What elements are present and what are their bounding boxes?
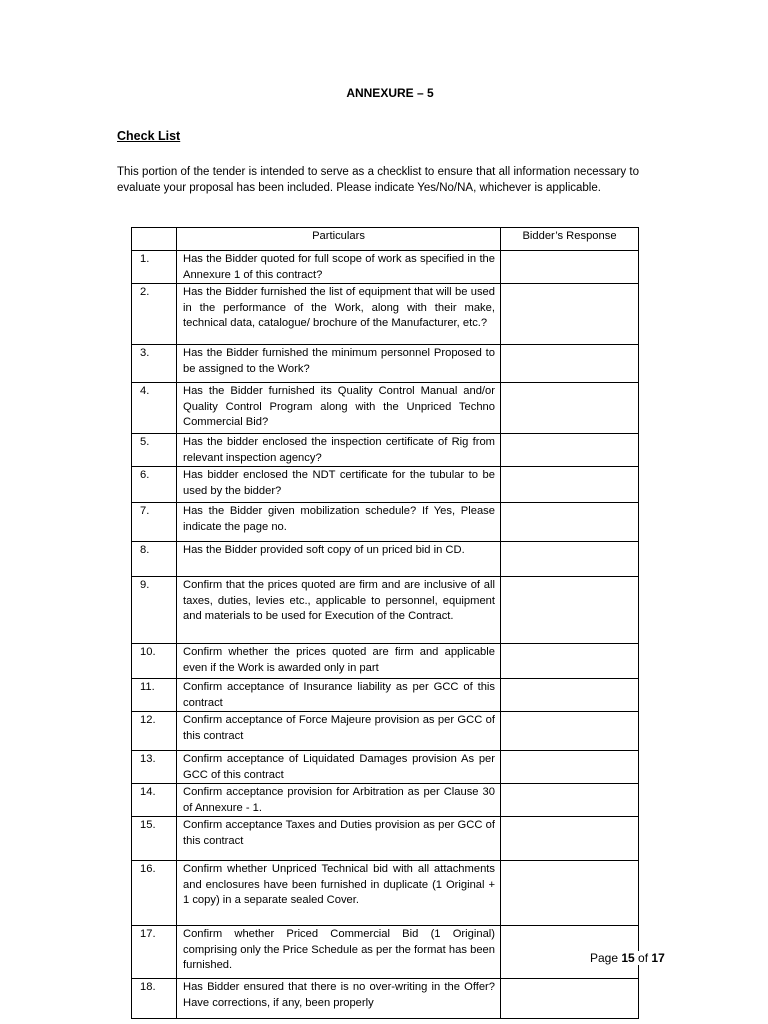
table-row [132, 817, 639, 861]
table-row [132, 503, 639, 542]
page-of: of [634, 951, 652, 965]
table-row [132, 251, 639, 284]
row-number: 2. [132, 284, 177, 345]
table-row [132, 712, 639, 751]
response-cell[interactable] [501, 284, 639, 345]
row-particulars: Has the bidder enclosed the inspection certificate of Rig from relevant inspection agency? [177, 434, 501, 467]
response-cell[interactable] [501, 434, 639, 467]
table-row [132, 784, 639, 817]
intro-paragraph: This portion of the tender is intended to serve as a checklist to ensure that all information necessary to evaluate your proposal has been included. Please indicate Yes/No/NA, whichever is applicable. [117, 166, 639, 194]
response-cell[interactable] [501, 577, 639, 644]
row-particulars: Confirm acceptance of Force Majeure provision as per GCC of this contract [177, 712, 501, 751]
table-row [132, 926, 639, 979]
table-header-row [132, 228, 639, 251]
row-particulars: Confirm acceptance Taxes and Duties provision as per GCC of this contract [177, 817, 501, 861]
response-cell[interactable] [501, 467, 639, 503]
row-particulars: Confirm whether Unpriced Technical bid with all attachments and enclosures have been furnished in duplicate (1 Original + 1 copy) in a separate sealed Cover. [177, 861, 501, 926]
table-row [132, 542, 639, 577]
row-particulars: Has the Bidder furnished its Quality Control Manual and/or Quality Control Program along with the Unpriced Techno Commercial Bid? [177, 383, 501, 434]
row-particulars: Confirm acceptance of Liquidated Damages provision As per GCC of this contract [177, 751, 501, 784]
row-particulars: Has bidder enclosed the NDT certificate for the tubular to be used by the bidder? [177, 467, 501, 503]
row-particulars: Has Bidder ensured that there is no over-writing in the Offer? Have corrections, if any, been properly [177, 979, 501, 1019]
row-particulars: Has the Bidder given mobilization schedule? If Yes, Please indicate the page no. [177, 503, 501, 542]
row-particulars: Has the Bidder furnished the list of equipment that will be used in the performance of the Work, along with their make, technical data, catalogue/ brochure of the Manufacturer, etc.? [177, 284, 501, 345]
response-cell[interactable] [501, 784, 639, 817]
response-cell[interactable] [501, 861, 639, 926]
row-number: 12. [132, 712, 177, 751]
row-particulars: Confirm whether Priced Commercial Bid (1 Original) comprising only the Price Schedule as per the format has been furnished. [177, 926, 501, 979]
header-bidders-response: Bidder’s Response [501, 228, 639, 251]
row-number: 16. [132, 861, 177, 926]
response-cell[interactable] [501, 503, 639, 542]
row-number: 7. [132, 503, 177, 542]
table-row [132, 679, 639, 712]
row-number: 6. [132, 467, 177, 503]
table-row [132, 751, 639, 784]
response-cell[interactable] [501, 345, 639, 383]
row-number: 8. [132, 542, 177, 577]
row-number: 1. [132, 251, 177, 284]
page-prefix: Page [590, 951, 622, 965]
annexure-title: ANNEXURE – 5 [346, 86, 434, 100]
row-number: 10. [132, 644, 177, 679]
row-number: 14. [132, 784, 177, 817]
table-row [132, 577, 639, 644]
row-number: 11. [132, 679, 177, 712]
page-number [589, 951, 666, 965]
table-row [132, 467, 639, 503]
row-particulars: Confirm acceptance of Insurance liability as per GCC of this contract [177, 679, 501, 712]
table-row [132, 284, 639, 345]
response-cell[interactable] [501, 751, 639, 784]
row-number: 5. [132, 434, 177, 467]
row-particulars: Has the Bidder quoted for full scope of work as specified in the Annexure 1 of this contract? [177, 251, 501, 284]
header-particulars: Particulars [177, 228, 501, 251]
table-row [132, 861, 639, 926]
row-number: 9. [132, 577, 177, 644]
table-row [132, 383, 639, 434]
response-cell[interactable] [501, 712, 639, 751]
response-cell[interactable] [501, 679, 639, 712]
row-particulars: Has the Bidder provided soft copy of un priced bid in CD. [177, 542, 501, 577]
row-particulars: Confirm whether the prices quoted are firm and applicable even if the Work is awarded only in part [177, 644, 501, 679]
row-number: 17. [132, 926, 177, 979]
row-number: 3. [132, 345, 177, 383]
row-number: 4. [132, 383, 177, 434]
page-current: 15 [621, 951, 635, 965]
row-particulars: Has the Bidder furnished the minimum personnel Proposed to be assigned to the Work? [177, 345, 501, 383]
row-number: 18. [132, 979, 177, 1019]
row-number: 13. [132, 751, 177, 784]
response-cell[interactable] [501, 979, 639, 1019]
response-cell[interactable] [501, 251, 639, 284]
table-row [132, 979, 639, 1019]
row-particulars: Confirm that the prices quoted are firm and are inclusive of all taxes, duties, levies etc., applicable to personnel, equipment and materials to be used for Execution of the Contract. [177, 577, 501, 644]
response-cell[interactable] [501, 383, 639, 434]
header-serial [132, 228, 177, 251]
table-row [132, 345, 639, 383]
response-cell[interactable] [501, 817, 639, 861]
page-total: 17 [651, 951, 665, 965]
response-cell[interactable] [501, 644, 639, 679]
table-row [132, 434, 639, 467]
checklist-table [131, 227, 639, 1019]
checklist-heading: Check List [117, 129, 181, 143]
row-number: 15. [132, 817, 177, 861]
row-particulars: Confirm acceptance provision for Arbitration as per Clause 30 of Annexure - 1. [177, 784, 501, 817]
table-row [132, 644, 639, 679]
response-cell[interactable] [501, 542, 639, 577]
